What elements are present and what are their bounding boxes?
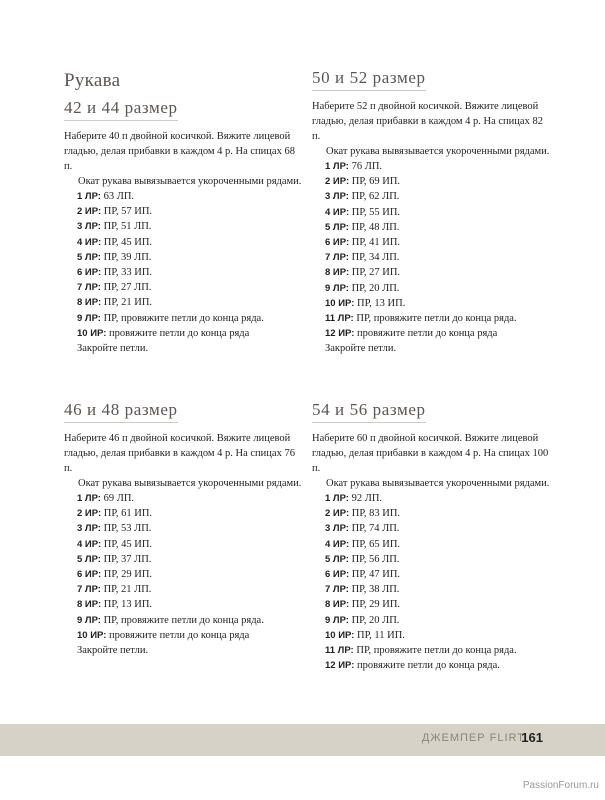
row-instruction xyxy=(64,250,304,265)
row-text: ПР, 45 ИП. xyxy=(101,538,153,550)
row-instruction xyxy=(64,280,304,295)
row-instruction xyxy=(312,537,552,552)
row-label: 2 ИР: xyxy=(77,508,102,520)
size-block-42-44 xyxy=(64,98,304,356)
row-label: 6 ИР: xyxy=(325,237,350,249)
row-text: ПР, 39 ЛП. xyxy=(100,251,152,263)
row-instruction xyxy=(64,311,304,326)
size-block-50-52 xyxy=(312,68,552,357)
row-label: 8 ИР: xyxy=(77,297,102,309)
row-instruction xyxy=(64,582,304,597)
row-instruction xyxy=(64,521,304,536)
row-label: 1 ЛР: xyxy=(77,191,101,202)
row-label: 12 ИР: xyxy=(325,328,355,340)
row-instruction xyxy=(312,506,552,521)
row-label: 7 ЛР: xyxy=(77,282,101,294)
row-instruction xyxy=(64,189,304,204)
row-text: 92 ЛП. xyxy=(348,493,383,504)
row-instruction xyxy=(312,326,552,341)
row-instruction xyxy=(64,219,304,234)
note-text: Окат рукава вывязывается укороченными рядами. xyxy=(326,146,550,157)
size-heading: 54 и 56 размер xyxy=(312,400,426,423)
row-text: провяжите петли до конца ряда xyxy=(106,629,250,641)
row-instruction xyxy=(312,265,552,280)
row-instruction xyxy=(64,265,304,280)
page-number: 161 xyxy=(521,730,543,745)
row-label: 10 ИР: xyxy=(77,629,107,641)
note-text: Окат рукава вывязывается укороченными рядами. xyxy=(78,176,302,187)
row-instruction xyxy=(312,189,552,204)
row-text: ПР, 13 ИП. xyxy=(101,599,153,611)
row-text: ПР, провяжите петли до конца ряда. xyxy=(100,312,264,324)
row-text: ПР, 45 ИП. xyxy=(101,236,153,248)
watermark: PassionForum.ru xyxy=(522,780,599,791)
row-text: ПР, 74 ЛП. xyxy=(348,523,400,535)
row-label: 9 ЛР: xyxy=(325,282,349,294)
row-text: ПР, 47 ИП. xyxy=(349,569,401,581)
note-text: Окат рукава вывязывается укороченными рядами. xyxy=(326,478,550,489)
row-label: 10 ИР: xyxy=(77,327,107,339)
row-instruction xyxy=(312,159,552,174)
row-instruction xyxy=(312,491,552,506)
row-label: 3 ЛР: xyxy=(77,523,101,535)
row-text: ПР, 51 ЛП. xyxy=(100,221,152,233)
row-instruction xyxy=(64,295,304,310)
row-label: 9 ЛР: xyxy=(77,312,101,324)
row-text: ПР, провяжите петли до конца ряда. xyxy=(353,313,517,325)
row-instruction xyxy=(312,597,552,612)
close-instruction: Закройте петли. xyxy=(77,343,149,355)
row-instruction xyxy=(64,628,304,643)
row-label: 1 ЛР: xyxy=(77,493,101,504)
row-text: ПР, 61 ИП. xyxy=(101,508,153,520)
row-text: ПР, 29 ИП. xyxy=(349,599,401,611)
row-text: ПР, 13 ИП. xyxy=(354,297,406,309)
row-text: ПР, 11 ИП. xyxy=(354,629,405,641)
row-text: 76 ЛП. xyxy=(348,161,383,172)
row-instruction xyxy=(312,658,552,673)
row-label: 6 ИР: xyxy=(325,569,350,581)
row-text: ПР, 53 ЛП. xyxy=(100,523,152,535)
note-text: Окат рукава вывязывается укороченными рядами. xyxy=(78,478,302,489)
row-text: ПР, 27 ЛП. xyxy=(100,282,152,294)
row-instruction xyxy=(312,174,552,189)
row-instruction xyxy=(312,281,552,296)
row-label: 10 ИР: xyxy=(325,629,355,641)
row-text: ПР, 37 ЛП. xyxy=(100,553,152,565)
row-label: 5 ЛР: xyxy=(77,553,101,565)
row-label: 5 ЛР: xyxy=(325,553,349,565)
row-text: провяжите петли до конца ряда xyxy=(106,327,250,339)
row-text: ПР, 20 ЛП. xyxy=(348,614,400,626)
row-text: ПР, 57 ИП. xyxy=(101,206,153,218)
row-instruction xyxy=(312,628,552,643)
row-text: ПР, 48 ЛП. xyxy=(348,221,400,233)
row-label: 1 ЛР: xyxy=(325,493,349,504)
row-text: 69 ЛП. xyxy=(100,493,135,504)
row-label: 2 ИР: xyxy=(77,206,102,218)
intro-text: Наберите 46 п двойной косичкой. Вяжите лицевой гладью, делая прибавки в каждом 4 р. На спицах 76 п. xyxy=(64,433,295,474)
row-instruction xyxy=(312,250,552,265)
row-instruction xyxy=(64,537,304,552)
row-instruction xyxy=(312,296,552,311)
row-label: 7 ЛР: xyxy=(77,584,101,596)
row-instruction xyxy=(312,521,552,536)
row-label: 11 ЛР: xyxy=(325,645,354,657)
row-label: 3 ЛР: xyxy=(325,191,349,203)
row-label: 4 ИР: xyxy=(77,236,102,248)
row-label: 9 ЛР: xyxy=(325,614,349,626)
row-text: ПР, 38 ЛП. xyxy=(348,584,400,596)
row-label: 6 ИР: xyxy=(77,569,102,581)
close-instruction: Закройте петли. xyxy=(325,343,397,355)
row-instruction xyxy=(64,613,304,628)
size-block-54-56 xyxy=(312,400,552,673)
row-label: 7 ЛР: xyxy=(325,584,349,596)
row-instruction xyxy=(312,205,552,220)
row-text: провяжите петли до конца ряда xyxy=(354,328,498,340)
row-text: ПР, провяжите петли до конца ряда. xyxy=(353,645,517,657)
row-label: 2 ИР: xyxy=(325,508,350,520)
footer-title: ДЖЕМПЕР FLIRT xyxy=(421,732,525,744)
row-text: ПР, 62 ЛП. xyxy=(348,191,400,203)
row-text: 63 ЛП. xyxy=(100,191,135,202)
row-text: ПР, 55 ИП. xyxy=(349,206,401,218)
footer-bar xyxy=(0,724,605,756)
intro-text: Наберите 52 п двойной косичкой. Вяжите лицевой гладью, делая прибавки в каждом 4 р. На спицах 82 п. xyxy=(312,101,543,142)
row-label: 12 ИР: xyxy=(325,660,355,672)
row-text: ПР, 83 ИП. xyxy=(349,508,401,520)
row-label: 8 ИР: xyxy=(325,599,350,611)
row-text: провяжите петли до конца ряда. xyxy=(354,660,500,672)
row-instruction xyxy=(312,613,552,628)
row-text: ПР, 33 ИП. xyxy=(101,267,153,279)
row-text: ПР, 69 ИП. xyxy=(349,176,401,188)
row-text: ПР, 27 ИП. xyxy=(349,267,401,279)
row-label: 2 ИР: xyxy=(325,176,350,188)
row-text: ПР, 21 ИП. xyxy=(101,297,153,309)
intro-text: Наберите 40 п двойной косичкой. Вяжите лицевой гладью, делая прибавки в каждом 4 р. На спицах 68 п. xyxy=(64,131,295,172)
row-text: ПР, 20 ЛП. xyxy=(348,282,400,294)
row-label: 3 ЛР: xyxy=(325,523,349,535)
row-label: 8 ИР: xyxy=(325,267,350,279)
row-instruction xyxy=(64,552,304,567)
row-text: ПР, 21 ЛП. xyxy=(100,584,152,596)
row-text: ПР, 56 ЛП. xyxy=(348,553,400,565)
size-heading: 46 и 48 размер xyxy=(64,400,178,423)
row-label: 6 ИР: xyxy=(77,267,102,279)
size-block-46-48 xyxy=(64,400,304,658)
row-label: 9 ЛР: xyxy=(77,614,101,626)
row-text: ПР, 65 ИП. xyxy=(349,538,401,550)
row-label: 1 ЛР: xyxy=(325,161,349,172)
row-instruction xyxy=(64,204,304,219)
size-heading: 50 и 52 размер xyxy=(312,68,426,91)
row-instruction xyxy=(312,567,552,582)
section-title: Рукава xyxy=(64,70,121,91)
row-label: 4 ИР: xyxy=(325,206,350,218)
row-label: 5 ЛР: xyxy=(77,251,101,263)
row-text: ПР, 34 ЛП. xyxy=(348,252,400,264)
row-text: ПР, провяжите петли до конца ряда. xyxy=(100,614,264,626)
row-instruction xyxy=(312,552,552,567)
row-label: 5 ЛР: xyxy=(325,221,349,233)
row-instruction xyxy=(312,235,552,250)
row-label: 4 ИР: xyxy=(77,538,102,550)
row-label: 7 ЛР: xyxy=(325,252,349,264)
intro-text: Наберите 60 п двойной косичкой. Вяжите лицевой гладью, делая прибавки в каждом 4 р. На спицах 100 п. xyxy=(312,433,549,474)
row-instruction xyxy=(64,491,304,506)
row-label: 4 ИР: xyxy=(325,538,350,550)
row-instruction xyxy=(312,311,552,326)
row-instruction xyxy=(312,220,552,235)
row-instruction xyxy=(64,326,304,341)
row-instruction xyxy=(64,235,304,250)
row-instruction xyxy=(312,582,552,597)
row-text: ПР, 41 ИП. xyxy=(349,237,401,249)
row-label: 8 ИР: xyxy=(77,599,102,611)
row-instruction xyxy=(64,506,304,521)
row-label: 11 ЛР: xyxy=(325,313,354,325)
row-text: ПР, 29 ИП. xyxy=(101,569,153,581)
size-heading: 42 и 44 размер xyxy=(64,98,178,121)
row-label: 10 ИР: xyxy=(325,297,355,309)
row-instruction xyxy=(64,567,304,582)
close-instruction: Закройте петли. xyxy=(77,645,149,657)
row-instruction xyxy=(312,643,552,658)
row-label: 3 ЛР: xyxy=(77,221,101,233)
row-instruction xyxy=(64,597,304,612)
